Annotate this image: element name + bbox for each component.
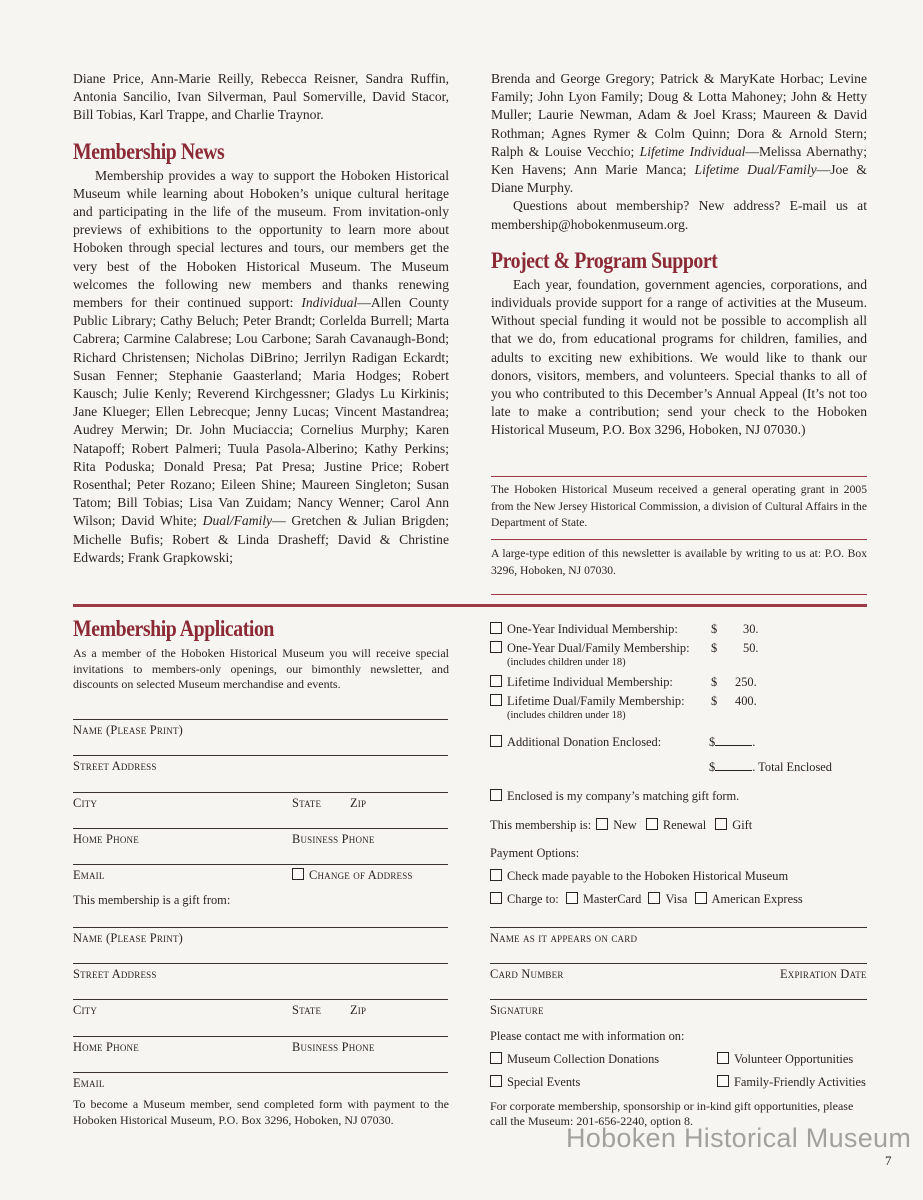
- level-amount: 50.: [743, 641, 759, 655]
- checkbox-icon[interactable]: [490, 641, 502, 653]
- charge-row: [490, 892, 803, 907]
- signature-input-line[interactable]: [490, 999, 867, 1000]
- checkbox-icon[interactable]: [292, 868, 304, 880]
- additional-donation-checkbox[interactable]: Additional Donation Enclosed:: [490, 735, 661, 750]
- contact-volunteer-checkbox[interactable]: Volunteer Opportunities: [717, 1052, 853, 1067]
- membership-news-heading: Membership News: [73, 138, 225, 164]
- checkbox-icon[interactable]: [717, 1052, 729, 1064]
- level-lifetime-family[interactable]: Lifetime Dual/Family Membership:: [490, 694, 685, 709]
- change-of-address-checkbox[interactable]: Change of Address: [292, 868, 413, 883]
- check-payable-checkbox[interactable]: Check made payable to the Hoboken Historical Museum: [490, 869, 788, 884]
- type-gift-checkbox[interactable]: Gift: [715, 818, 752, 832]
- state-label: State: [292, 796, 322, 810]
- project-support-heading: Project & Program Support: [491, 247, 718, 273]
- level-lifetime-individual[interactable]: Lifetime Individual Membership:: [490, 675, 673, 690]
- contact-collection-checkbox[interactable]: Museum Collection Donations: [490, 1052, 659, 1067]
- divider: [491, 476, 867, 477]
- home-phone-label: Home Phone: [73, 832, 139, 846]
- gift-zip-label: Zip: [350, 1003, 367, 1017]
- right-news-column: [491, 70, 867, 440]
- corporate-note: For corporate membership, sponsorship or in-kind gift opportunities, please call the Museum: 201-656-2240, option 8.: [490, 1099, 854, 1128]
- checkbox-icon[interactable]: [695, 892, 707, 904]
- membership-type-row: [490, 818, 752, 833]
- level-note: (includes children under 18): [507, 710, 626, 721]
- large-type-note: A large-type edition of this newsletter is available by writing to us at: P.O. Box 3296, Hoboken, NJ 07030.: [491, 547, 867, 577]
- names-continued-paragraph: Brenda and George Gregory; Patrick & MaryKate Horbac; Levine Family; John Lyon Family; Doug & Lotta Mahoney; John & Hetty Muller; Laurie Newman, Adam & Joel Krass; Maureen & David Rothman; Agnes Rymer & Colm Quinn; Dora & Arnold Stern; Ralph & Louise Vecchio; Lifetime Individual—Melissa Abernathy; Ken Havens; Ann Marie Manca; Lifetime Dual/Family—Joe & Diane Murphy.: [491, 71, 867, 196]
- checkbox-icon[interactable]: [490, 869, 502, 881]
- mastercard-checkbox[interactable]: MasterCard: [566, 892, 642, 906]
- membership-news-body: Membership provides a way to support the Hoboken Historical Museum while learning about Hoboken’s unique cultural heritage and participating in the life of the museum. From invitation-only previews of exhibitions to the opportunity to learn more about Hoboken through special lectures and tours, our members get the very best of the Hoboken Historical Museum. The Museum welcomes the following new members and thanks renewing members for their continued support: Individual—Allen County Public Library; Cathy Beluch; Peter Brandt; Corlelda Burrell; Marta Cabrera; Carmine Calabrese; Lou Carbone; Sarah Cavanaugh-Bond; Richard Christensen; Nicholas DiBrino; Jerrilyn Radigan Eckardt; Susan Fenner; Stephanie Gaasterland; Maria Hodges; Robert Kausch; Julie Kenly; Reverend Kirchgessner; Gladys Lu Kirkinis; Jane Klueger; Ellen Lebrecque; Jenny Lucas; Vincent Mastandrea; Audrey Merwin; Dr. John Muciaccia; Cornelius Murphy; Karen Natapoff; Robert Palmeri; Tuula Pasola-Alberino; Kathy Perkins; Rita Poduska; Donald Presa; Pat Presa; Justine Price; Robert Rosenthal; Peter Rozano; Eileen Shine; Maureen Singleton; Susan Tatom; Bill Tobias; Lisa Van Zuidam; Nancy Wenner; Carol Ann Wilson; David White; Dual/Family— Gretchen & Julian Brigden; Michelle Bufis; Robert & Linda Drasheff; David & Christine Edwards; Frank Grapkowski;: [73, 167, 449, 565]
- prior-names-paragraph: Diane Price, Ann-Marie Reilly, Rebecca Reisner, Sandra Ruffin, Antonia Sancilio, Ivan Silverman, Paul Somerville, David Stacor, Bill Tobias, Karl Trappe, and Charlie Traynor.: [73, 71, 449, 123]
- gift-street-input-line[interactable]: [73, 963, 448, 964]
- level-note: (includes children under 18): [507, 657, 626, 668]
- city-label: City: [73, 796, 98, 810]
- expiration-date-label: Expiration Date: [780, 967, 867, 981]
- divider: [491, 539, 867, 540]
- questions-paragraph: Questions about membership? New address? E-mail us at membership@hobokenmuseum.org.: [491, 198, 867, 232]
- checkbox-icon[interactable]: [717, 1075, 729, 1087]
- gift-city-state-zip-input-line[interactable]: [73, 999, 448, 1000]
- zip-label: Zip: [350, 796, 367, 810]
- membership-application-heading: Membership Application: [73, 616, 274, 641]
- name-input-line[interactable]: [73, 719, 448, 720]
- gift-city-label: City: [73, 1003, 98, 1017]
- grant-note: The Hoboken Historical Museum received a general operating grant in 2005 from the New Jersey Historical Commission, a division of Cultural Affairs in the Department of State.: [491, 483, 867, 529]
- project-support-body: Each year, foundation, government agencies, corporations, and individuals provide support for a range of activities at the Museum. Without special funding it would not be possible to accomplish all that we do, from educational programs for children, families, and adults to exciting new exhibitions. We would like to thank our donors, visitors, members, and volunteers. Special thanks to all of you who contributed to this December’s Annual Appeal (It’s not too late to make a contribution; send your check to the Hoboken Historical Museum, P.O. Box 3296, Hoboken, NJ 07030.): [491, 276, 867, 438]
- gift-email-label: Email: [73, 1076, 105, 1090]
- level-dollar-sign: $: [711, 694, 718, 708]
- section-separator: [73, 604, 867, 607]
- name-on-card-label: Name as it appears on card: [490, 931, 638, 945]
- gift-phone-input-line[interactable]: [73, 1036, 448, 1037]
- visa-checkbox[interactable]: Visa: [648, 892, 687, 906]
- card-number-input-line[interactable]: [490, 963, 867, 964]
- checkbox-icon[interactable]: [490, 675, 502, 687]
- email-label: Email: [73, 868, 105, 882]
- matching-gift-checkbox[interactable]: Enclosed is my company’s matching gift form.: [490, 789, 739, 804]
- type-renewal-checkbox[interactable]: Renewal: [646, 818, 706, 832]
- left-news-column: [73, 70, 449, 567]
- level-dollar-sign: $: [711, 641, 718, 655]
- checkbox-icon[interactable]: [490, 1075, 502, 1087]
- divider: [491, 594, 867, 595]
- checkbox-icon[interactable]: [490, 789, 502, 801]
- gift-from-label: This membership is a gift from:: [73, 893, 231, 907]
- gift-email-input-line[interactable]: [73, 1072, 448, 1073]
- signature-label: Signature: [490, 1003, 544, 1017]
- checkbox-icon[interactable]: [715, 818, 727, 830]
- street-input-line[interactable]: [73, 755, 448, 756]
- application-intro: As a member of the Hoboken Historical Museum you will receive special invitations to members-only openings, our bimonthly newsletter, and discounts on selected Museum merchandise and events.: [73, 646, 449, 691]
- level-amount: 250.: [735, 675, 757, 689]
- name-on-card-input-line[interactable]: [490, 927, 867, 928]
- gift-street-label: Street Address: [73, 967, 157, 981]
- membership-type-label: This membership is:: [490, 818, 592, 832]
- checkbox-icon[interactable]: [490, 1052, 502, 1064]
- checkbox-icon[interactable]: [490, 694, 502, 706]
- payment-options-label: Payment Options:: [490, 846, 580, 860]
- checkbox-icon[interactable]: [648, 892, 660, 904]
- watermark: Hoboken Historical Museum: [566, 1123, 912, 1153]
- checkbox-icon[interactable]: [646, 818, 658, 830]
- city-state-zip-input-line[interactable]: [73, 792, 448, 793]
- level-dollar-sign: $: [711, 622, 718, 636]
- level-amount: 30.: [743, 622, 759, 636]
- name-label: Name (Please Print): [73, 723, 183, 737]
- street-label: Street Address: [73, 759, 157, 773]
- amex-checkbox[interactable]: American Express: [695, 892, 803, 906]
- page-number: 7: [885, 1153, 892, 1168]
- checkbox-icon[interactable]: [566, 892, 578, 904]
- checkbox-icon[interactable]: [596, 818, 608, 830]
- email-input-line[interactable]: [73, 864, 448, 865]
- card-number-label: Card Number: [490, 967, 564, 981]
- gift-business-phone-label: Business Phone: [292, 1040, 375, 1054]
- type-new-checkbox[interactable]: New: [596, 818, 636, 832]
- donation-amount-field[interactable]: $ .: [709, 735, 756, 749]
- contact-me-label: Please contact me with information on:: [490, 1029, 685, 1043]
- gift-name-label: Name (Please Print): [73, 931, 183, 945]
- gift-name-input-line[interactable]: [73, 927, 448, 928]
- contact-family-checkbox[interactable]: Family-Friendly Activities: [717, 1075, 866, 1090]
- business-phone-label: Business Phone: [292, 832, 375, 846]
- level-one-year-individual[interactable]: One-Year Individual Membership:: [490, 622, 678, 637]
- level-one-year-family[interactable]: One-Year Dual/Family Membership:: [490, 641, 690, 656]
- total-enclosed-field[interactable]: $ . Total Enclosed: [709, 760, 832, 774]
- checkbox-icon[interactable]: [490, 892, 502, 904]
- application-footer: To become a Museum member, send completed form with payment to the Hoboken Historical Museum, P.O. Box 3296, Hoboken, NJ 07030.: [73, 1097, 449, 1127]
- level-amount: 400.: [735, 694, 757, 708]
- gift-home-phone-label: Home Phone: [73, 1040, 139, 1054]
- charge-to-checkbox[interactable]: Charge to:: [490, 892, 559, 906]
- phone-input-line[interactable]: [73, 828, 448, 829]
- gift-state-label: State: [292, 1003, 322, 1017]
- contact-events-checkbox[interactable]: Special Events: [490, 1075, 580, 1090]
- checkbox-icon[interactable]: [490, 622, 502, 634]
- level-dollar-sign: $: [711, 675, 718, 689]
- checkbox-icon[interactable]: [490, 735, 502, 747]
